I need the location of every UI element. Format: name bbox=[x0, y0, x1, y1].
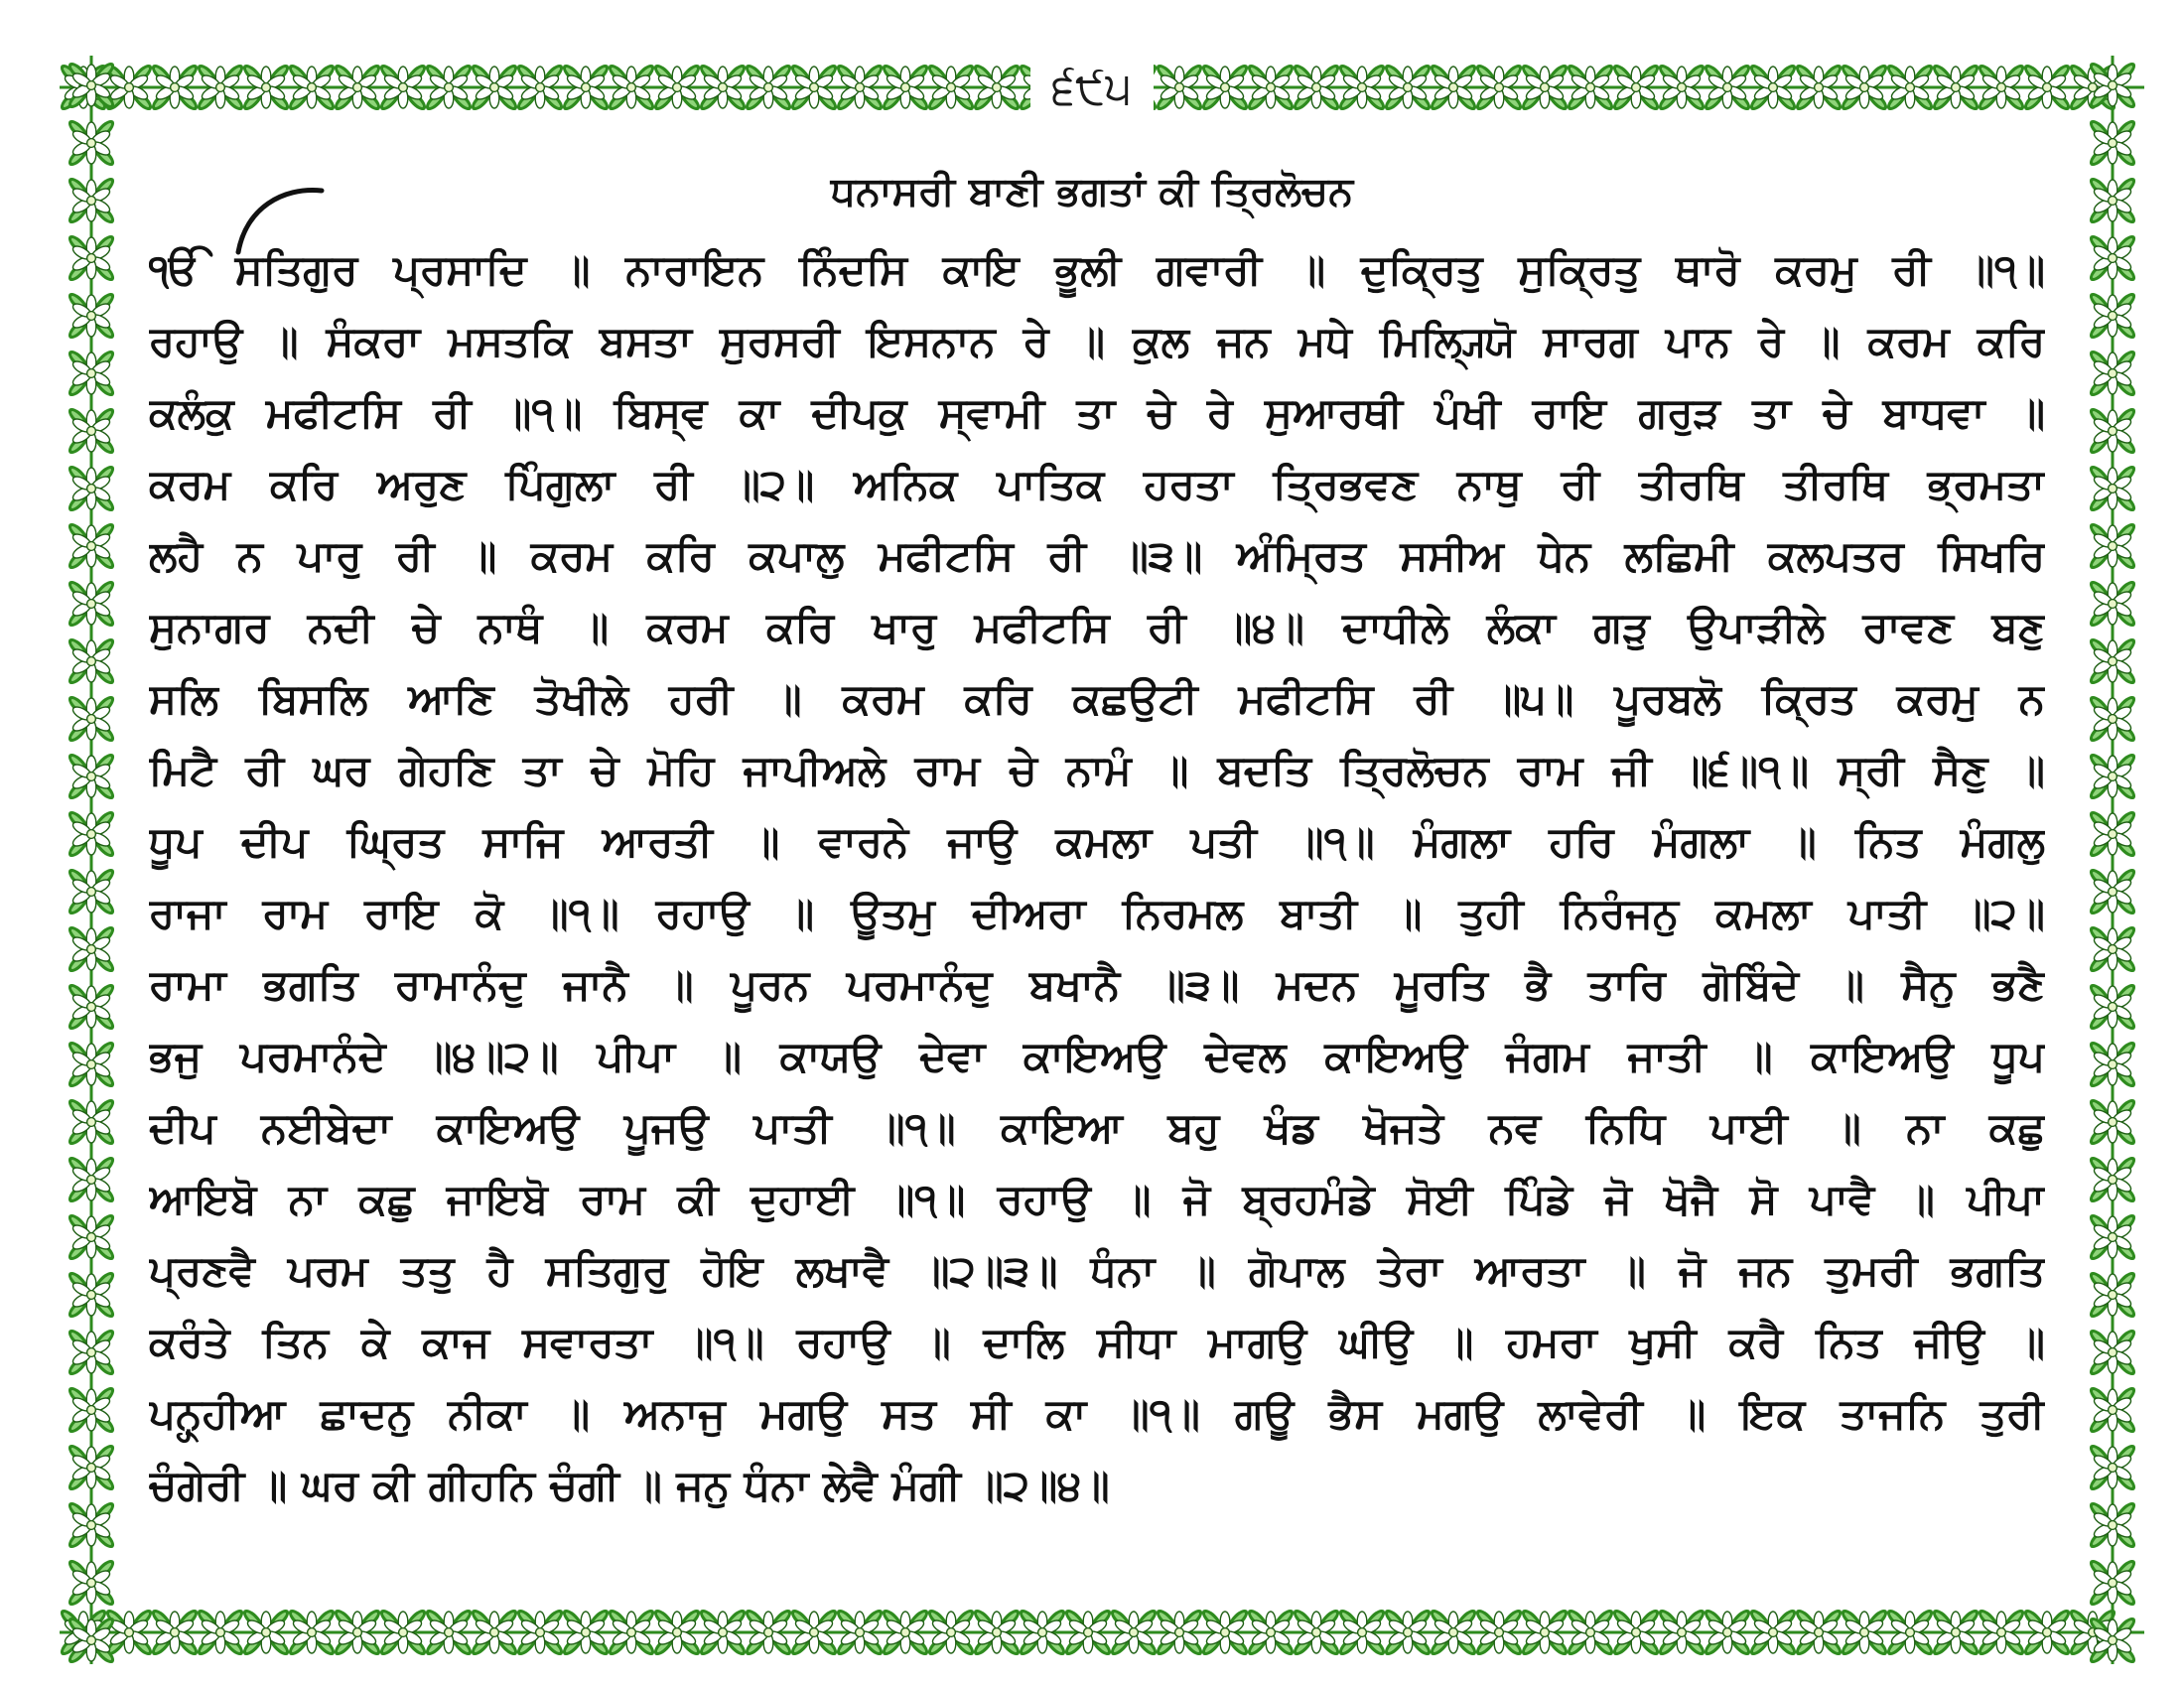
flower-icon bbox=[66, 1154, 117, 1205]
flower-icon bbox=[66, 1039, 117, 1090]
flower-icon bbox=[2087, 1211, 2138, 1263]
flower-icon bbox=[66, 463, 117, 514]
flower-icon bbox=[2087, 117, 2138, 169]
floral-border-top bbox=[60, 56, 2144, 119]
text-line-7: ਸਲਿ ਬਿਸਲਿ ਆਣਿ ਤੋਖੀਲੇ ਹਰੀ ॥ ਕਰਮ ਕਰਿ ਕਛਉਟੀ ਮਫੀਟਸਿ ਰੀ ॥੫॥ ਪੂਰਬਲੋ ਕ੍ਰਿਤ ਕਰਮੁ ਨ bbox=[149, 674, 2045, 723]
text-line-18: ਚੰਗੇਰੀ ॥ ਘਰ ਕੀ ਗੀਹਨਿ ਚੰਗੀ ॥ ਜਨੁ ਧੰਨਾ ਲੇਵੈ ਮੰਗੀ ॥੨॥੪॥ bbox=[149, 1461, 1110, 1509]
flower-icon bbox=[66, 60, 117, 111]
flower-icon bbox=[2087, 1096, 2138, 1148]
text-line-12: ਭਜੁ ਪਰਮਾਨੰਦੇ ॥੪॥੨॥ ਪੀਪਾ ॥ ਕਾਯਉ ਦੇਵਾ ਕਾਇਅਉ ਦੇਵਲ ਕਾਇਅਉ ਜੰਗਮ ਜਾਤੀ ॥ ਕਾਇਅਉ ਧੂਪ bbox=[149, 1032, 2045, 1080]
flower-icon bbox=[66, 1557, 117, 1609]
text-line-13: ਦੀਪ ਨਈਬੇਦਾ ਕਾਇਅਉ ਪੂਜਉ ਪਾਤੀ ॥੧॥ ਕਾਇਆ ਬਹੁ ਖੰਡ ਖੋਜਤੇ ਨਵ ਨਿਧਿ ਪਾਈ ॥ ਨਾ ਕਛੁ bbox=[149, 1103, 2045, 1152]
text-line-8: ਮਿਟੈ ਰੀ ਘਰ ਗੇਹਣਿ ਤਾ ਚੇ ਮੋਹਿ ਜਾਪੀਅਲੇ ਰਾਮ ਚੇ ਨਾਮੰ ॥ ਬਦਤਿ ਤ੍ਰਿਲੋਚਨ ਰਾਮ ਜੀ ॥੬॥੧॥ ਸ੍ਰੀ ਸੈਣੁ ॥ bbox=[149, 746, 2045, 794]
page-number: ੬੯੫ bbox=[1030, 58, 1155, 117]
flower-icon bbox=[66, 232, 117, 284]
flower-icon bbox=[2087, 1442, 2138, 1493]
text-line-16: ਕਰੰਤੇ ਤਿਨ ਕੇ ਕਾਜ ਸਵਾਰਤਾ ॥੧॥ ਰਹਾਉ ॥ ਦਾਲਿ ਸੀਧਾ ਮਾਗਉ ਘੀਉ ॥ ਹਮਰਾ ਖੁਸੀ ਕਰੈ ਨਿਤ ਜੀਉ ॥ bbox=[149, 1318, 2045, 1366]
flower-icon bbox=[66, 405, 117, 457]
floral-border-left bbox=[60, 56, 123, 1664]
text-line-6: ਸੁਨਾਗਰ ਨਦੀ ਚੇ ਨਾਥੰ ॥ ਕਰਮ ਕਰਿ ਖਾਰੁ ਮਫੀਟਸਿ ਰੀ ॥੪॥ ਦਾਧੀਲੇ ਲੰਕਾ ਗੜੁ ਉਪਾੜੀਲੇ ਰਾਵਣ ਬਣੁ bbox=[149, 603, 2045, 651]
flower-icon bbox=[2087, 1154, 2138, 1205]
flower-icon bbox=[2087, 1327, 2138, 1378]
flower-icon bbox=[2087, 1269, 2138, 1321]
text-line-3: ਕਲੰਕੁ ਮਫੀਟਸਿ ਰੀ ॥੧॥ ਬਿਸ੍ਵ ਕਾ ਦੀਪਕੁ ਸ੍ਵਾਮੀ ਤਾ ਚੇ ਰੇ ਸੁਆਰਥੀ ਪੰਖੀ ਰਾਇ ਗਰੁੜ ਤਾ ਚੇ ਬਾਧਵਾ ॥ bbox=[149, 388, 2045, 437]
flower-icon bbox=[2087, 635, 2138, 687]
flower-icon bbox=[66, 1096, 117, 1148]
flower-icon bbox=[66, 1269, 117, 1321]
flower-icon bbox=[2087, 1384, 2138, 1436]
flower-icon bbox=[2087, 290, 2138, 342]
text-line-11: ਰਾਮਾ ਭਗਤਿ ਰਾਮਾਨੰਦੁ ਜਾਨੈ ॥ ਪੂਰਨ ਪਰਮਾਨੰਦੁ ਬਖਾਨੈ ॥੩॥ ਮਦਨ ਮੂਰਤਿ ਭੈ ਤਾਰਿ ਗੋਬਿੰਦੇ ॥ ਸੈਨੁ ਭਣੈ bbox=[149, 960, 2045, 1009]
flower-icon bbox=[66, 520, 117, 572]
text-line-5: ਲਹੈ ਨ ਪਾਰੁ ਰੀ ॥ ਕਰਮ ਕਰਿ ਕਪਾਲੁ ਮਫੀਟਸਿ ਰੀ ॥੩॥ ਅੰਮ੍ਰਿਤ ਸਸੀਅ ਧੇਨ ਲਛਿਮੀ ਕਲਪਤਰ ਸਿਖਰਿ bbox=[149, 531, 2045, 580]
flower-icon bbox=[66, 866, 117, 917]
flower-icon bbox=[66, 751, 117, 802]
flower-icon bbox=[2087, 60, 2138, 111]
flower-icon bbox=[66, 290, 117, 342]
flower-icon bbox=[2087, 981, 2138, 1033]
flower-icon bbox=[2087, 578, 2138, 630]
flower-icon bbox=[2087, 1615, 2138, 1664]
flower-icon bbox=[66, 635, 117, 687]
text-line-2: ਰਹਾਉ ॥ ਸੰਕਰਾ ਮਸਤਕਿ ਬਸਤਾ ਸੁਰਸਰੀ ਇਸਨਾਨ ਰੇ ॥ ਕੁਲ ਜਨ ਮਧੇ ਮਿਲ੍ਯ੍ਯਿੋ ਸਾਰਗ ਪਾਨ ਰੇ ॥ ਕਰਮ ਕਰਿ bbox=[149, 317, 2045, 365]
flower-icon bbox=[2087, 1499, 2138, 1551]
flower-icon bbox=[66, 693, 117, 745]
section-heading: ਧਨਾਸਰੀ ਬਾਣੀ ਭਗਤਾਂ ਕੀ ਤ੍ਰਿਲੋਚਨ bbox=[830, 169, 1354, 214]
flower-icon bbox=[2087, 1557, 2138, 1609]
flower-icon bbox=[2087, 520, 2138, 572]
flower-icon bbox=[66, 923, 117, 975]
floral-vine-icon bbox=[60, 56, 123, 1664]
flower-icon bbox=[2087, 232, 2138, 284]
flower-icon bbox=[66, 348, 117, 399]
flower-icon bbox=[66, 1211, 117, 1263]
text-line-14: ਆਇਬੋ ਨਾ ਕਛੁ ਜਾਇਬੋ ਰਾਮ ਕੀ ਦੁਹਾਈ ॥੧॥ ਰਹਾਉ ॥ ਜੋ ਬ੍ਰਹਮੰਡੇ ਸੋਈ ਪਿੰਡੇ ਜੋ ਖੋਜੈ ਸੋ ਪਾਵੈ ॥ ਪੀਪਾ bbox=[149, 1175, 2045, 1223]
floral-vine-icon bbox=[2081, 56, 2144, 1664]
text-line-1: ੴ ਸਤਿਗੁਰ ਪ੍ਰਸਾਦਿ ॥ ਨਾਰਾਇਨ ਨਿੰਦਸਿ ਕਾਇ ਭੂਲੀ ਗਵਾਰੀ ॥ ਦੁਕ੍ਰਿਤੁ ਸੁਕ੍ਰਿਤੁ ਥਾਰੋ ਕਰਮੁ ਰੀ ॥੧॥ bbox=[149, 245, 2045, 294]
flower-icon bbox=[2087, 463, 2138, 514]
flower-icon bbox=[66, 1384, 117, 1436]
flower-icon bbox=[66, 117, 117, 169]
flower-icon bbox=[66, 1499, 117, 1551]
flower-icon bbox=[2087, 808, 2138, 860]
flower-icon bbox=[66, 1615, 117, 1664]
gurbani-text-block bbox=[149, 234, 2045, 1521]
text-line-4: ਕਰਮ ਕਰਿ ਅਰੁਣ ਪਿੰਗੁਲਾ ਰੀ ॥੨॥ ਅਨਿਕ ਪਾਤਿਕ ਹਰਤਾ ਤ੍ਰਿਭਵਣ ਨਾਥੁ ਰੀ ਤੀਰਥਿ ਤੀਰਥਿ ਭ੍ਰਮਤਾ bbox=[149, 460, 2045, 508]
floral-border-bottom bbox=[60, 1601, 2144, 1664]
floral-vine-icon bbox=[60, 1601, 2144, 1664]
flower-icon bbox=[66, 1442, 117, 1493]
flower-icon bbox=[66, 1327, 117, 1378]
flower-icon bbox=[2087, 751, 2138, 802]
floral-border-right bbox=[2081, 56, 2144, 1664]
flower-icon bbox=[2087, 348, 2138, 399]
flower-icon bbox=[66, 981, 117, 1033]
flower-icon bbox=[66, 578, 117, 630]
text-line-9: ਧੂਪ ਦੀਪ ਘ੍ਰਿਤ ਸਾਜਿ ਆਰਤੀ ॥ ਵਾਰਨੇ ਜਾਉ ਕਮਲਾ ਪਤੀ ॥੧॥ ਮੰਗਲਾ ਹਰਿ ਮੰਗਲਾ ॥ ਨਿਤ ਮੰਗਲੁ bbox=[149, 817, 2045, 866]
flower-icon bbox=[2087, 1039, 2138, 1090]
flower-icon bbox=[2087, 693, 2138, 745]
floral-vine-icon bbox=[60, 56, 2144, 119]
text-line-15: ਪ੍ਰਣਵੈ ਪਰਮ ਤਤੁ ਹੈ ਸਤਿਗੁਰੁ ਹੋਇ ਲਖਾਵੈ ॥੨॥੩॥ ਧੰਨਾ ॥ ਗੋਪਾਲ ਤੇਰਾ ਆਰਤਾ ॥ ਜੋ ਜਨ ਤੁਮਰੀ ਭਗਤਿ bbox=[149, 1246, 2045, 1295]
text-line-17: ਪਨ੍ਹ੍ਹੀਆ ਛਾਦਨੁ ਨੀਕਾ ॥ ਅਨਾਜੁ ਮਗਉ ਸਤ ਸੀ ਕਾ ॥੧॥ ਗਊ ਭੈਸ ਮਗਉ ਲਾਵੇਰੀ ॥ ਇਕ ਤਾਜਨਿ ਤੁਰੀ bbox=[149, 1389, 2045, 1438]
text-line-10: ਰਾਜਾ ਰਾਮ ਰਾਇ ਕੋ ॥੧॥ ਰਹਾਉ ॥ ਊਤਮੁ ਦੀਅਰਾ ਨਿਰਮਲ ਬਾਤੀ ॥ ਤੁਹੀ ਨਿਰੰਜਨੁ ਕਮਲਾ ਪਾਤੀ ॥੨॥ bbox=[149, 889, 2045, 937]
flower-icon bbox=[66, 808, 117, 860]
flower-icon bbox=[2087, 405, 2138, 457]
flower-icon bbox=[2087, 866, 2138, 917]
flower-icon bbox=[2087, 923, 2138, 975]
